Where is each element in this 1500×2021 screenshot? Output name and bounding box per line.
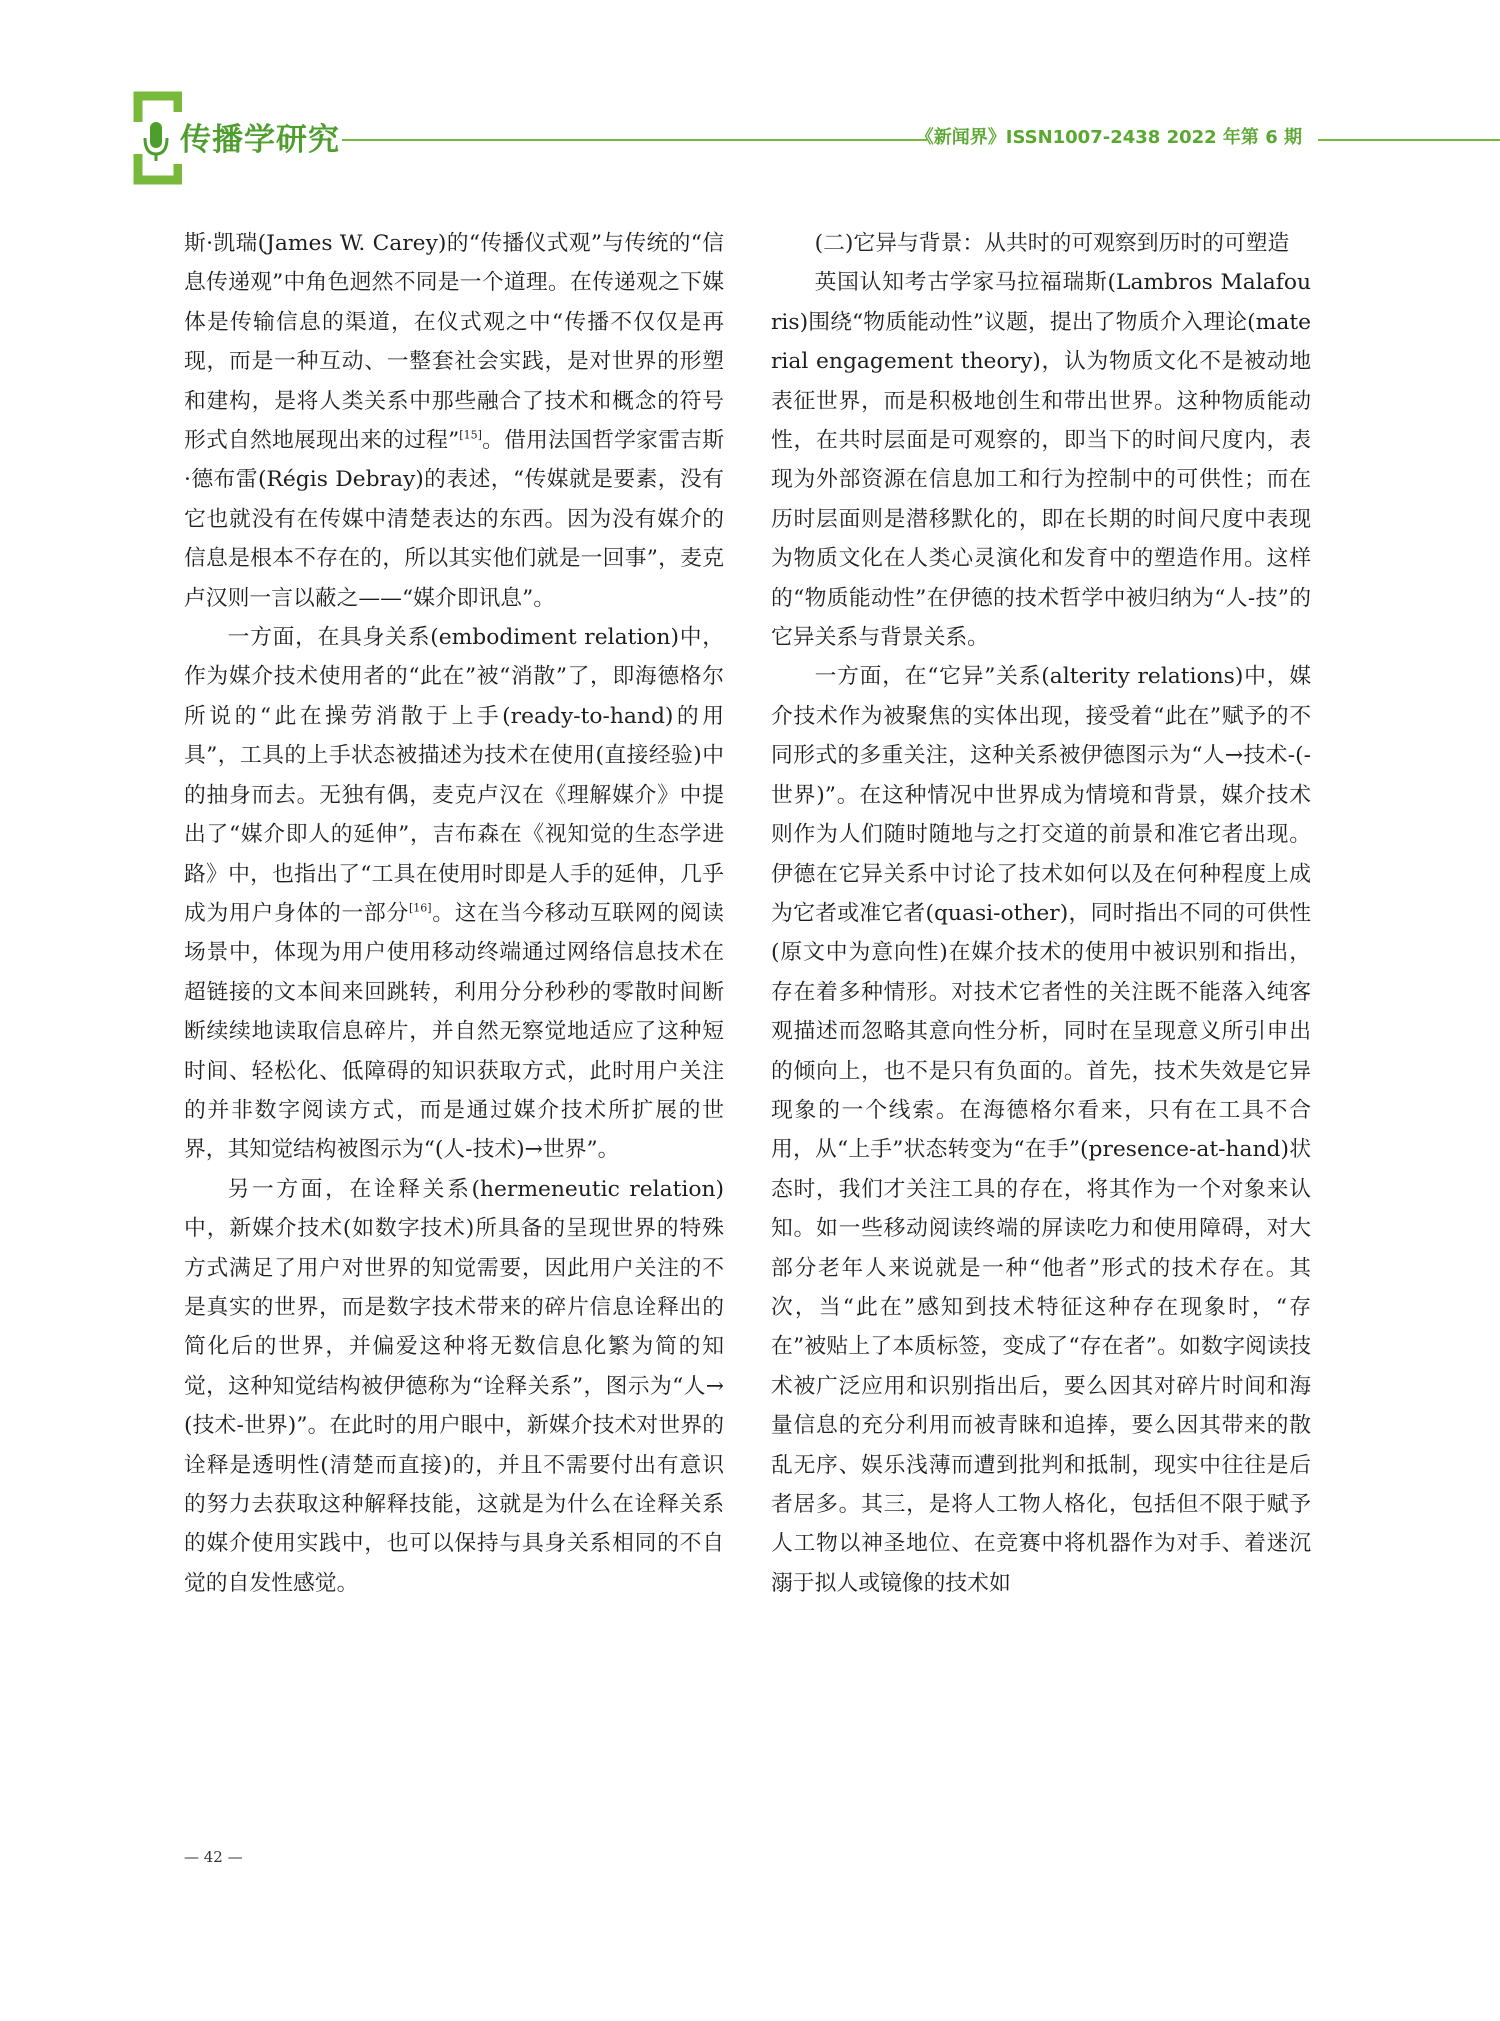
page-number: — 42 —: [184, 1848, 243, 1866]
right-column: [771, 224, 1311, 1603]
header-rule-left: [342, 139, 927, 141]
header-rule-right: [1318, 139, 1500, 141]
body-paragraph: 一方面，在“它异”关系(alterity relations)中，媒介技术作为被聚焦的实体出现，接受着“此在”赋予的不同形式的多重关注，这种关系被伊德图示为“人→技术-(-世界)”。在这种情况中世界成为情境和背景，媒介技术则作为人们随时随地与之打交道的前景和准它者出现。伊德在它异关系中讨论了技术如何以及在何种程度上成为它者或准它者(quasi-other)，同时指出不同的可供性(原文中为意向性)在媒介技术的使用中被识别和指出，存在着多种情形。对技术它者性的关注既不能落入纯客观描述而忽略其意向性分析，同时在呈现意义所引申出的倾向上，也不是只有负面的。首先，技术失效是它异现象的一个线索。在海德格尔看来，只有在工具不合用，从“上手”状态转变为“在手”(presence-at-hand)状态时，我们才关注工具的存在，将其作为一个对象来认知。如一些移动阅读终端的屏读吃力和使用障碍，对大部分老年人来说就是一种“他者”形式的技术存在。其次，当“此在”感知到技术特征这种存在现象时，“存在”被贴上了本质标签，变成了“存在者”。如数字阅读技术被广泛应用和识别指出后，要么因其对碎片时间和海量信息的充分利用而被青睐和追捧，要么因其带来的散乱无序、娱乐浅薄而遭到批判和抵制，现实中往往是后者居多。其三，是将人工物人格化，包括但不限于赋予人工物以神圣地位、在竞赛中将机器作为对手、着迷沉溺于拟人或镜像的技术如: [771, 664, 1311, 1596]
body-paragraph: 英国认知考古学家马拉福瑞斯(Lambros Malafouris)围绕“物质能动性”议题，提出了物质介入理论(material engagement theory)，认为物质文化不是被动地表征世界，而是积极地创生和带出世界。这种物质能动性，在共时层面是可观察的，即当下的时间尺度内，表现为外部资源在信息加工和行为控制中的可供性；而在历时层面则是潜移默化的，即在长期的时间尺度中表现为物质文化在人类心灵演化和发育中的塑造作用。这样的“物质能动性”在伊德的技术哲学中被归纳为“人-技”的它异关系与背景关系。: [771, 270, 1311, 651]
left-column: [184, 224, 724, 1603]
section-title: 传播学研究: [180, 122, 340, 158]
body-paragraph: 一方面，在具身关系(embodiment relation)中，作为媒介技术使用者的“此在”被“消散”了，即海德格尔所说的“此在操劳消散于上手(ready-to-hand)的用具”，工具的上手状态被描述为技术在使用(直接经验)中的抽身而去。无独有偶，麦克卢汉在《理解媒介》中提出了“媒介即人的延伸”，吉布森在《视知觉的生态学进路》中，也指出了“工具在使用时即是人手的延伸，几乎成为用户身体的一部分[16]。这在当今移动互联网的阅读场景中，体现为用户使用移动终端通过网络信息技术在超链接的文本间来回跳转，利用分分秒秒的零散时间断断续续地读取信息碎片，并自然无察觉地适应了这种短时间、轻松化、低障碍的知识获取方式，此时用户关注的并非数字阅读方式，而是通过媒介技术所扩展的世界，其知觉结构被图示为“(人-技术)→世界”。: [184, 625, 724, 1163]
body-paragraph: 另一方面，在诠释关系(hermeneutic relation)中，新媒介技术(如数字技术)所具备的呈现世界的特殊方式满足了用户对世界的知觉需要，因此用户关注的不是真实的世界，而是数字技术带来的碎片信息诠释出的简化后的世界，并偏爱这种将无数信息化繁为简的知觉，这种知觉结构被伊德称为“诠释关系”，图示为“人→(技术-世界)”。在此时的用户眼中，新媒介技术对世界的诠释是透明性(清楚而直接)的，并且不需要付出有意识的努力去获取这种解释技能，这就是为什么在诠释关系的媒介使用实践中，也可以保持与具身关系相同的不自觉的自发性感觉。: [184, 1176, 724, 1596]
microphone-frame-icon: [126, 88, 182, 188]
citation-ref: [15]: [459, 428, 482, 442]
journal-issue-info: 《新闻界》ISSN1007-2438 2022 年第 6 期: [915, 127, 1302, 148]
section-heading: (二)它异与背景：从共时的可观察到历时的可塑造: [814, 231, 1290, 256]
body-paragraph: 斯·凯瑞(James W. Carey)的“传播仪式观”与传统的“信息传递观”中角色迥然不同是一个道理。在传递观之下媒体是传输信息的渠道，在仪式观之中“传播不仅仅是再现，而是一种互动、一整套社会实践，是对世界的形塑和建构，是将人类关系中那些融合了技术和概念的符号形式自然地展现出来的过程”[15]。借用法国哲学家雷吉斯·德布雷(Régis Debray)的表述，“传媒就是要素，没有它也就没有在传媒中清楚表达的东西。因为没有媒介的信息是根本不存在的，所以其实他们就是一回事”，麦克卢汉则一言以蔽之——“媒介即讯息”。: [184, 231, 724, 611]
citation-ref: [16]: [408, 901, 432, 915]
page-header: [0, 0, 1500, 200]
